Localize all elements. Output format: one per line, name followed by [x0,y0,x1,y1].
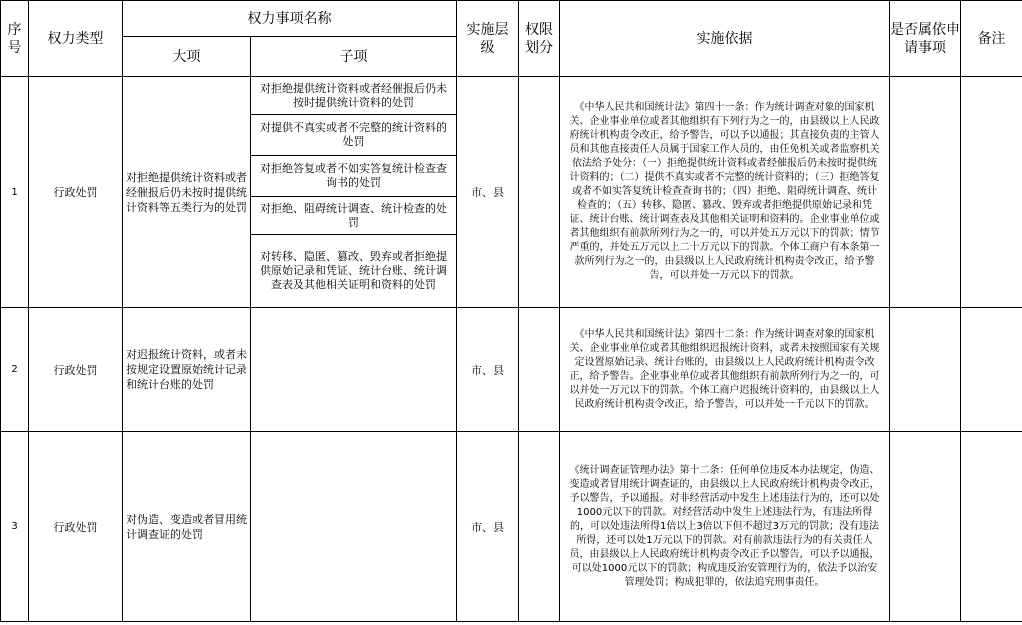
header-basis: 实施依据 [560,1,890,77]
row-division [519,77,560,308]
row-sub-item: 对转移、隐匿、篡改、毁弃或者拒绝提供原始记录和凭证、统计台账、统计调查表及其他相关证明和资料的处罚 [251,235,457,308]
row-level: 市、县 [457,432,519,622]
row-seq: 1 [1,77,29,308]
row-sub-item: 对拒绝答复或者不如实答复统计检查查询书的处罚 [251,156,457,197]
row-level: 市、县 [457,308,519,432]
row-basis: 《中华人民共和国统计法》第四十二条：作为统计调查对象的国家机关、企业事业单位或者其他组织迟报统计资料，或者未按照国家有关规定设置原始记录、统计台账的，由县级以上人民政府统计机构责令改正，给予警告。企业事业单位或者其他组织有前款所列行为之一的，可以并处一万元以下的罚款。个体工商户迟报统计资料的，由县级以上人民政府统计机构责令改正，给予警告，可以并处一千元以下的罚款。 [560,308,890,432]
header-type: 权力类型 [29,1,123,77]
header-seq: 序号 [1,1,29,77]
row-seq: 3 [1,432,29,622]
row-division [519,308,560,432]
header-apply: 是否属依申请事项 [890,1,961,77]
row-apply [890,432,961,622]
row-note [961,308,1022,432]
table-row [1,308,1022,432]
row-note [961,432,1022,622]
header-major: 大项 [123,37,251,77]
row-basis: 《统计调查证管理办法》第十二条：任何单位违反本办法规定，伪造、变造或者冒用统计调查证的，由县级以上人民政府统计机构责令改正，予以警告，予以通报。对非经营活动中发生上述违法行为的，还可以处1000元以下的罚款。对经营活动中发生上述违法行为，有违法所得的，可以处违法所得1倍以上3倍以下但不超过3万元的罚款；没有违法所得，还可以处1万元以下的罚款。对有前款违法行为的有关责任人员，由县级以上人民政府统计机构责令改正予以警告，可以予以通报，可以处1000元以下的罚款；构成违反治安管理行为的，依法予以治安管理处罚；构成犯罪的，依法追究刑事责任。 [560,432,890,622]
row-division [519,432,560,622]
row-sub-item: 对提供不真实或者不完整的统计资料的处罚 [251,115,457,156]
row-type: 行政处罚 [29,77,123,308]
row-apply [890,77,961,308]
row-sub-item [251,308,457,432]
row-sub-item: 对拒绝提供统计资料或者经催报后仍未按时提供统计资料的处罚 [251,77,457,115]
row-type: 行政处罚 [29,432,123,622]
header-minor: 子项 [251,37,457,77]
row-major: 对伪造、变造或者冒用统计调查证的处罚 [123,432,251,622]
row-major: 对迟报统计资料，或者未按规定设置原始统计记录和统计台账的处罚 [123,308,251,432]
row-apply [890,308,961,432]
header-level: 实施层级 [457,1,519,77]
row-sub-item [251,432,457,622]
row-level: 市、县 [457,77,519,308]
row-note [961,77,1022,308]
row-sub-item: 对拒绝、阻碍统计调查、统计检查的处罚 [251,197,457,235]
row-basis: 《中华人民共和国统计法》第四十一条：作为统计调查对象的国家机关、企业事业单位或者其他组织有下列行为之一的，由县级以上人民政府统计机构责令改正，给予警告，可以予以通报；其直接负责的主管人员和其他直接责任人员属于国家工作人员的，由任免机关或者监察机关依法给予处分：（一）拒绝提供统计资料或者经催报后仍未按时提供统计资料的；（二）提供不真实或者不完整的统计资料的；（三）拒绝答复或者不如实答复统计检查查询书的；（四）拒绝、阻碍统计调查、统计检查的；（五）转移、隐匿、篡改、毁弃或者拒绝提供原始记录和凭证、统计台账、统计调查表及其他相关证明和资料的。企业事业单位或者其他组织有前款所列行为之一的，可以并处五万元以下的罚款；情节严重的，并处五万元以上二十万元以下的罚款。个体工商户有本条第一款所列行为之一的，由县级以上人民政府统计机构责令改正，给予警告，可以并处一万元以下的罚款。 [560,77,890,308]
header-division: 权限划分 [519,1,560,77]
header-note: 备注 [961,1,1022,77]
table-row [1,432,1022,622]
header-name: 权力事项名称 [123,1,457,37]
row-major: 对拒绝提供统计资料或者经催报后仍未按时提供统计资料等五类行为的处罚 [123,77,251,308]
table-row [1,77,1022,115]
row-seq: 2 [1,308,29,432]
row-type: 行政处罚 [29,308,123,432]
